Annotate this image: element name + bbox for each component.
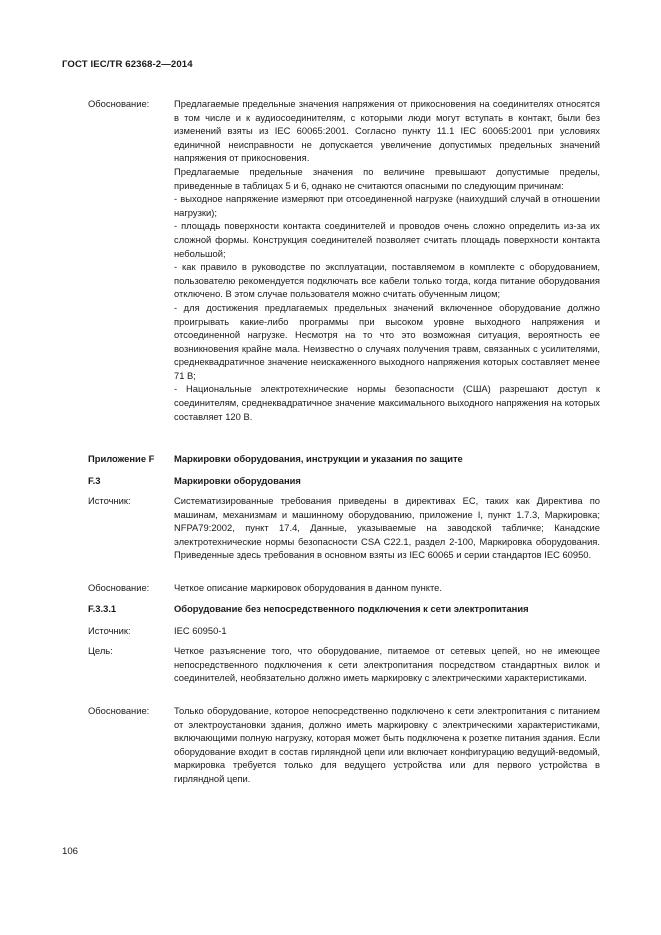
list-item: - выходное напряжение измеряют при отсоединенной нагрузке (наихудший случай в отношении нагрузки); xyxy=(174,193,600,218)
justification-text: Четкое описание маркировок оборудования в данном пункте. xyxy=(174,582,442,593)
justification-text xyxy=(174,97,600,423)
source-label: Источник: xyxy=(88,625,131,636)
source-text: IEC 60950-1 xyxy=(174,625,227,636)
justification-label: Обоснование: xyxy=(88,705,150,716)
justification-label: Обоснование: xyxy=(88,582,150,593)
source-text: Систематизированные требования приведены в директивах ЕС, таких как Директива по машинам, механизмам и машинному оборудованию, приложение I, пункт 1.7.3, Маркировка; NFPA79:2002, пункт 17.4, Данные, указываемые на заводской табличке; Канадские электротехнические нормы безопасности CSA C22.1, раздел 2-100, Маркировка оборудования. Приведенные здесь требования в основном взяты из IEC 60065 и серии стандартов IEC 60950. xyxy=(174,495,600,561)
list-item: - площадь поверхности контакта соединителей и проводов очень сложно определить из-за их сложной формы. Конструкция соединителей позволяет считать площадь поверхности контакта небольшой; xyxy=(174,220,600,259)
paragraph: Предлагаемые предельные значения по величине превышают допустимые пределы, приведенные в таблицах 5 и 6, однако не считаются опасными по следующим причинам: xyxy=(174,165,600,191)
section-number: F.3 xyxy=(88,475,101,486)
justification-text: Только оборудование, которое непосредственно подключено к сети электропитания с питанием от электроустановки здания, должно иметь маркировку с электрическими характеристиками, включающими полную нагрузку, которая может быть подключена к розетке питания здания. Если оборудование входит в состав гирляндной цепи или включает конфигурацию ведущий-ведомый, маркировка требуется только для ведущего устройства или для первого устройства в гирляндной цепи. xyxy=(174,705,600,784)
page-number: 106 xyxy=(62,846,79,857)
annex-label: Приложение F xyxy=(88,453,155,464)
goal-label: Цель: xyxy=(88,645,113,656)
goal-text: Четкое разъяснение того, что оборудование, питаемое от сетевых цепей, но не имеющее непосредственного подключения к сети электропитания посредством стандартных вилок и соединителей, необязательно должно иметь маркировку с электрическими характеристиками. xyxy=(174,645,600,684)
source-label: Источник: xyxy=(88,495,131,506)
section-title: Оборудование без непосредственного подключения к сети электропитания xyxy=(174,603,529,614)
list-item: - как правило в руководстве по эксплуатации, поставляемом в комплекте с оборудованием, пользователю рекомендуется подключать все кабели только тогда, когда питание оборудования отключено. В этом случае пользователя можно считать обученным лицом; xyxy=(174,261,600,300)
section-number: F.3.3.1 xyxy=(88,603,117,614)
list-item: - для достижения предлагаемых предельных значений включенное оборудование должно проигрывать какие-либо программы при высоком уровне выходного напряжения и отсоединенной нагрузке. Несмотря на то что это возможная ситуация, вероятность ее возникновения крайне мала. Неизвестно о случаях получения травм, связанных с усилителями, среднеквадратичное значение неискаженного выходного напряжения которых составляет менее 71 В; xyxy=(174,301,600,381)
document-header: ГОСТ IEC/TR 62368-2—2014 xyxy=(62,59,193,70)
annex-title: Маркировки оборудования, инструкции и указания по защите xyxy=(174,453,463,464)
paragraph: Предлагаемые предельные значения напряжения от прикосновения на соединителях относятся в том числе и к аудиосоединителям, с которыми люди могут вступать в контакт, были без изменений взяты из IEC 60065:2001. Согласно пункту 11.1 IEC 60065:2001 при условиях единичной неисправности не допускается увеличение допустимых предельных значений напряжения от прикосновения. xyxy=(174,98,600,164)
justification-label: Обоснование: xyxy=(88,98,150,109)
list-item: - Национальные электротехнические нормы безопасности (США) разрешают доступ к соединителям, среднеквадратичное значение максимального выходного напряжения на которых составляет 120 В. xyxy=(174,383,600,422)
section-title: Маркировки оборудования xyxy=(174,475,301,486)
